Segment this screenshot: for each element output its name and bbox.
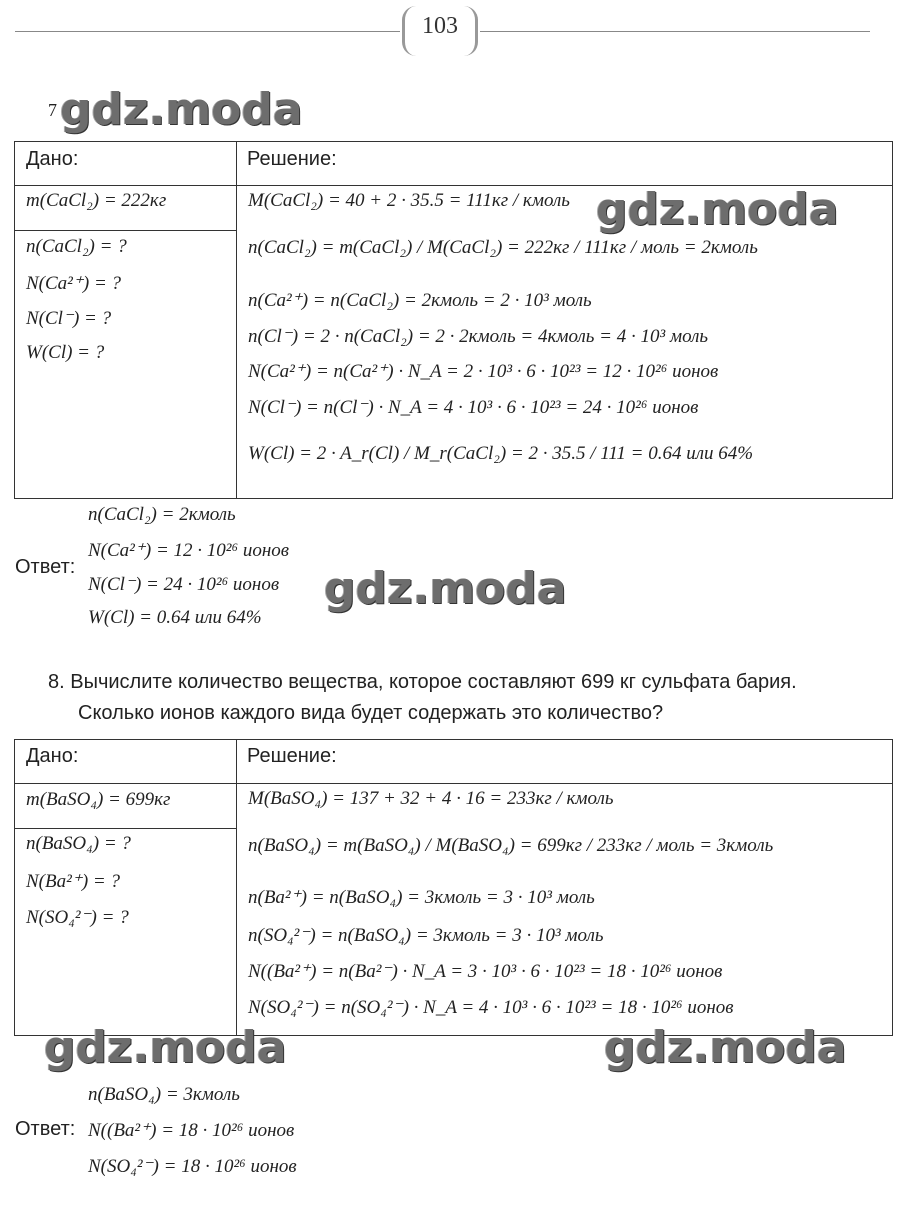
solution-line: N(SO₄²⁻) = n(SO₄²⁻) · N_A = 4 · 10³ · 6 · 10²³ = 18 · 10²⁶ ионов <box>248 997 734 1018</box>
table-divider <box>236 141 237 499</box>
solution-line: N((Ba²⁺) = n(Ba²⁻) · N_A = 3 · 10³ · 6 · 10²³ = 18 · 10²⁶ ионов <box>248 961 723 982</box>
watermark: gdz.moda <box>324 563 567 614</box>
solution-line: n(Ba²⁺) = n(BaSO₄) = 3кмоль = 3 · 10³ моль <box>248 887 595 908</box>
header-rule-right <box>480 31 870 32</box>
problem-7-number: 7 <box>48 100 57 120</box>
solution-line: n(BaSO₄) = m(BaSO₄) / M(BaSO₄) = 699кг / 233кг / моль = 3кмоль <box>248 835 774 856</box>
answer-line: N(SO₄²⁻) = 18 · 10²⁶ ионов <box>88 1156 297 1177</box>
solution-line: M(CaCl₂) = 40 + 2 · 35.5 = 111кг / кмоль <box>248 190 570 211</box>
page-number: 103 <box>422 13 458 39</box>
solution-header: Решение: <box>247 745 337 767</box>
solution-line: N(Ca²⁺) = n(Ca²⁺) · N_A = 2 · 10³ · 6 · 10²³ = 12 · 10²⁶ ионов <box>248 361 719 382</box>
problem-8-statement-cont: Сколько ионов каждого вида будет содержать это количество? <box>78 702 664 724</box>
answer-line: N(Cl⁻) = 24 · 10²⁶ ионов <box>88 574 280 595</box>
watermark: gdz.moda <box>604 1022 847 1073</box>
solution-line: n(Cl⁻) = 2 · n(CaCl₂) = 2 · 2кмоль = 4кмоль = 4 · 10³ моль <box>248 326 709 347</box>
given-value: m(BaSO₄) = 699кг <box>26 789 171 810</box>
find-item: n(BaSO₄) = ? <box>26 833 131 854</box>
answer-line: n(CaCl₂) = 2кмоль <box>88 504 236 525</box>
problem-8-statement: 8. Вычислите количество вещества, которое составляют 699 кг сульфата бария. <box>48 671 797 693</box>
given-header: Дано: <box>26 745 79 767</box>
solution-line: N(Cl⁻) = n(Cl⁻) · N_A = 4 · 10³ · 6 · 10²³ = 24 · 10²⁶ ионов <box>248 397 699 418</box>
answer-label: Ответ: <box>15 1118 76 1140</box>
watermark: gdz.moda <box>60 84 303 135</box>
watermark: gdz.moda <box>44 1022 287 1073</box>
find-item: N(Cl⁻) = ? <box>26 308 112 329</box>
find-item: N(Ba²⁺) = ? <box>26 871 120 892</box>
page-number-box <box>402 6 478 56</box>
given-rule <box>14 828 236 829</box>
given-value: m(CaCl₂) = 222кг <box>26 190 167 211</box>
given-header: Дано: <box>26 148 79 170</box>
find-item: W(Cl) = ? <box>26 342 105 363</box>
answer-line: N(Ca²⁺) = 12 · 10²⁶ ионов <box>88 540 290 561</box>
find-item: N(SO₄²⁻) = ? <box>26 907 129 928</box>
table-header-rule <box>14 783 893 784</box>
answer-line: n(BaSO₄) = 3кмоль <box>88 1084 240 1105</box>
find-item: n(CaCl₂) = ? <box>26 236 127 257</box>
answer-line: W(Cl) = 0.64 или 64% <box>88 607 262 628</box>
watermark: gdz.moda <box>596 184 839 235</box>
find-item: N(Ca²⁺) = ? <box>26 273 122 294</box>
solution-line: n(SO₄²⁻) = n(BaSO₄) = 3кмоль = 3 · 10³ моль <box>248 925 604 946</box>
given-rule <box>14 230 236 231</box>
solution-line: M(BaSO₄) = 137 + 32 + 4 · 16 = 233кг / кмоль <box>248 788 614 809</box>
answer-label: Ответ: <box>15 556 76 578</box>
answer-line: N((Ba²⁺) = 18 · 10²⁶ ионов <box>88 1120 295 1141</box>
solution-line: W(Cl) = 2 · A_r(Cl) / M_r(CaCl₂) = 2 · 35.5 / 111 = 0.64 или 64% <box>248 443 754 464</box>
solution-header: Решение: <box>247 148 337 170</box>
solution-line: n(CaCl₂) = m(CaCl₂) / M(CaCl₂) = 222кг / 111кг / моль = 2кмоль <box>248 237 758 258</box>
header-rule-left <box>15 31 400 32</box>
solution-line: n(Ca²⁺) = n(CaCl₂) = 2кмоль = 2 · 10³ моль <box>248 290 592 311</box>
